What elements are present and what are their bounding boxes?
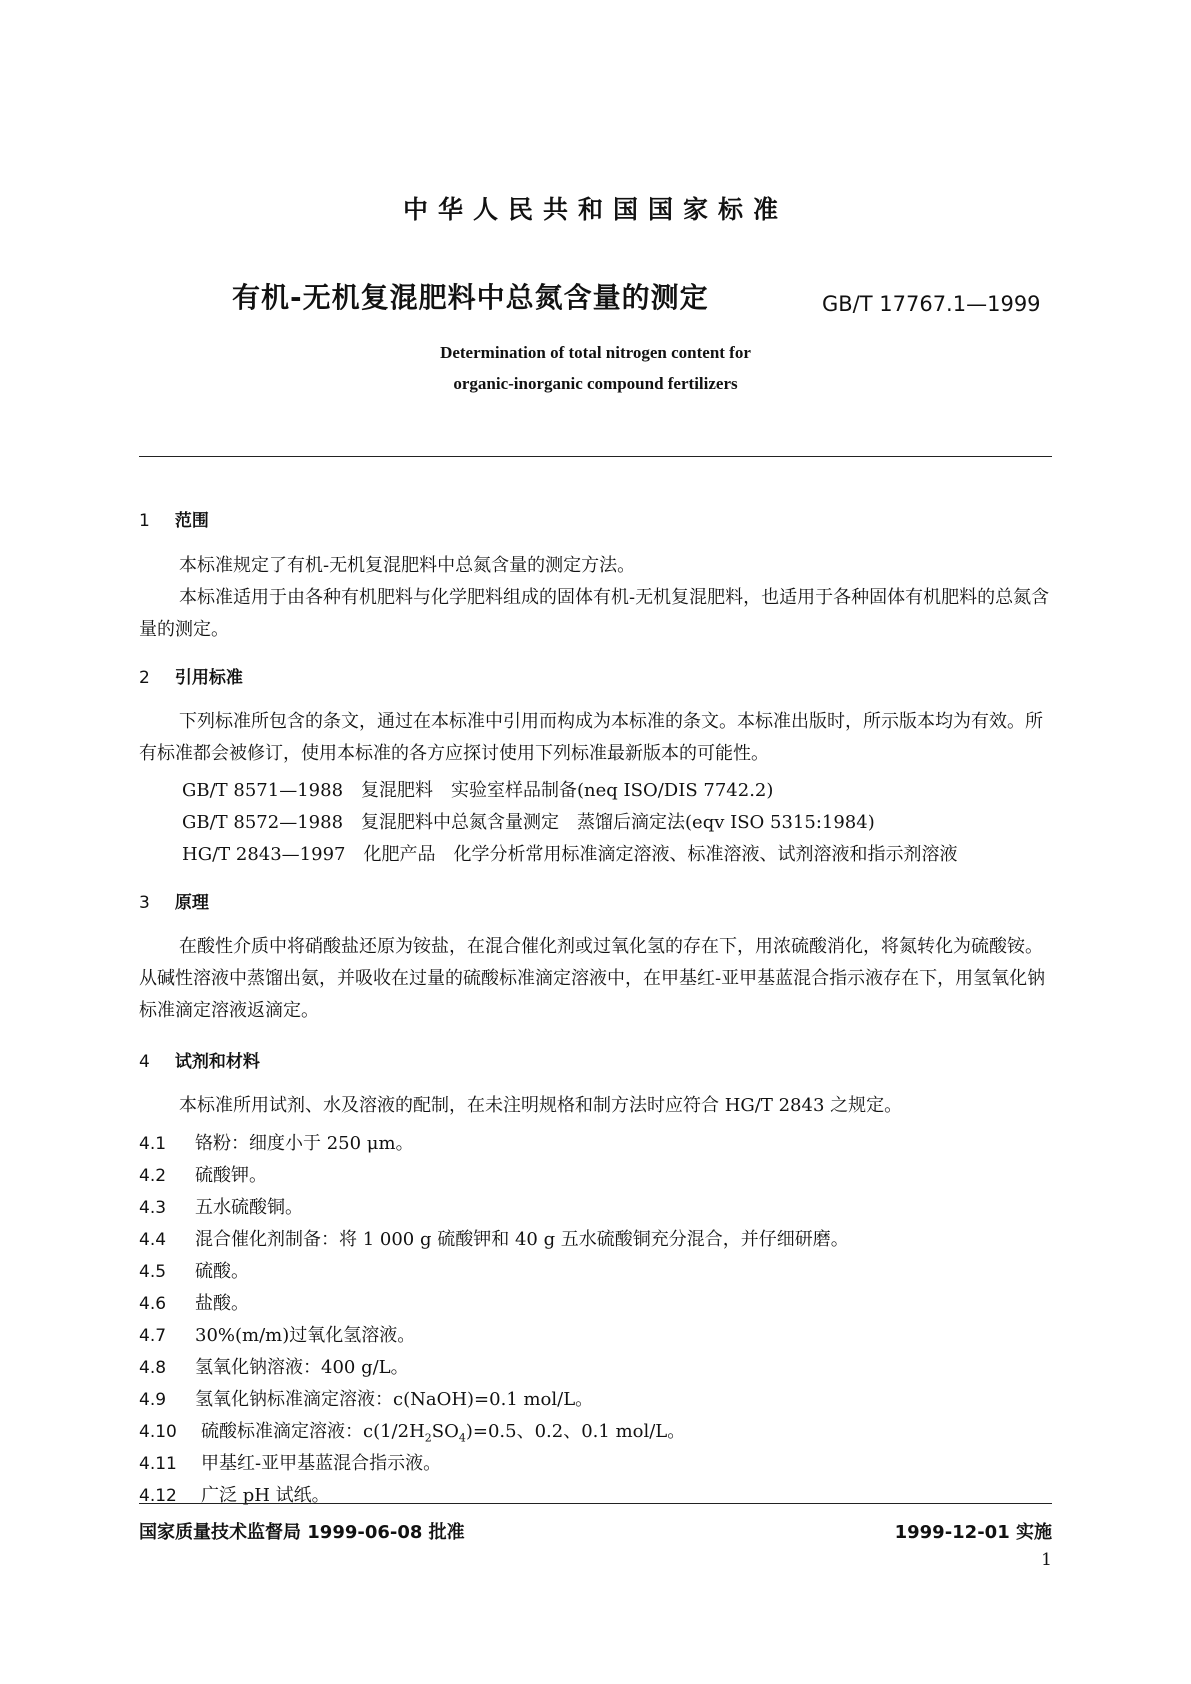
footer-divider: [139, 1503, 1052, 1504]
item-text: 五水硫酸铜。: [195, 1197, 303, 1218]
item-text-part: SO: [431, 1421, 459, 1442]
section-title: 原理: [174, 893, 209, 913]
section-number: 3: [139, 893, 150, 913]
list-item: [139, 1129, 414, 1155]
list-item: [139, 1257, 249, 1283]
item-text: 硫酸。: [195, 1261, 249, 1282]
subscript: 2: [424, 1431, 432, 1445]
section-title: 试剂和材料: [174, 1052, 260, 1072]
list-item: [139, 1161, 267, 1187]
list-item: [139, 1193, 303, 1219]
item-text: 铬粉：细度小于 250 μm。: [195, 1133, 414, 1154]
item-text: 30%(m/m)过氧化氢溶液。: [195, 1325, 416, 1346]
section-number: 2: [139, 668, 150, 688]
item-number: 4.2: [139, 1166, 167, 1186]
item-number: 4.5: [139, 1262, 167, 1282]
section-4-heading: [139, 1047, 260, 1072]
item-text: 硫酸钾。: [195, 1165, 267, 1186]
org-title: 中华人民共和国国家标准: [402, 195, 788, 224]
list-item: [139, 1385, 593, 1411]
standard-number: GB/T 17767.1—1999: [822, 292, 1041, 316]
item-number: 4.9: [139, 1390, 167, 1410]
list-item: [139, 1289, 249, 1315]
standard-title-cn: 有机-无机复混肥料中总氮含量的测定: [232, 281, 709, 314]
item-number: 4.4: [139, 1230, 167, 1250]
item-number: 4.1: [139, 1134, 167, 1154]
reference-standard: HG/T 2843—1997 化肥产品 化学分析常用标准滴定溶液、标准溶液、试剂溶液和指示剂溶液: [182, 844, 958, 865]
item-text-part: )=0.5、0.2、0.1 mol/L。: [465, 1421, 686, 1442]
item-number: 4.11: [139, 1454, 177, 1474]
section-title: 范围: [174, 511, 209, 531]
section-number: 1: [139, 511, 150, 531]
section-title: 引用标准: [174, 668, 243, 688]
item-text: 氢氧化钠溶液：400 g/L。: [195, 1357, 409, 1378]
item-text: 甲基红-亚甲基蓝混合指示液。: [201, 1453, 442, 1474]
item-number: 4.8: [139, 1358, 167, 1378]
list-item: [139, 1353, 409, 1379]
effective-date: 1999-12-01 实施: [894, 1522, 1052, 1543]
item-text: 氢氧化钠标准滴定溶液：c(NaOH)=0.1 mol/L。: [195, 1389, 594, 1410]
item-number: 4.6: [139, 1294, 167, 1314]
reference-standard: GB/T 8571—1988 复混肥料 实验室样品制备(neq ISO/DIS 7742.2): [182, 780, 774, 801]
header-divider: [139, 456, 1052, 457]
item-text: 广泛 pH 试纸。: [201, 1485, 330, 1506]
section-3-paragraph-1: 在酸性介质中将硝酸盐还原为铵盐，在混合催化剂或过氧化氢的存在下，用浓硫酸消化，将氮转化为硫酸铵。从碱性溶液中蒸馏出氨，并吸收在过量的硫酸标准滴定溶液中，在甲基红-亚甲基蓝混合指示液存在下，用氢氧化钠标准滴定溶液返滴定。: [139, 936, 1046, 1021]
item-number: 4.3: [139, 1198, 167, 1218]
reference-standard: GB/T 8572—1988 复混肥料中总氮含量测定 蒸馏后滴定法(eqv ISO 5315:1984): [182, 812, 875, 833]
section-2-heading: [139, 663, 243, 688]
section-number: 4: [139, 1052, 150, 1072]
section-1-heading: [139, 506, 209, 531]
subscript: 4: [458, 1431, 466, 1445]
section-4-paragraph-1: 本标准所用试剂、水及溶液的配制，在未注明规格和制方法时应符合 HG/T 2843 之规定。: [179, 1095, 903, 1116]
item-number: 4.10: [139, 1422, 177, 1442]
section-3-heading: [139, 888, 209, 913]
approval-statement: 国家质量技术监督局 1999-06-08 批准: [139, 1522, 465, 1543]
section-2-paragraph-1: 下列标准所包含的条文，通过在本标准中引用而构成为本标准的条文。本标准出版时，所示版本均为有效。所有标准都会被修订，使用本标准的各方应探讨使用下列标准最新版本的可能性。: [139, 711, 1043, 764]
section-1-paragraph-2: 本标准适用于由各种有机肥料与化学肥料组成的固体有机-无机复混肥料，也适用于各种固体有机肥料的总氮含量的测定。: [139, 587, 1050, 640]
standard-title-en-line2: organic-inorganic compound fertilizers: [453, 374, 738, 393]
item-number: 4.7: [139, 1326, 167, 1346]
standard-title-en-line1: Determination of total nitrogen content for: [440, 343, 751, 362]
item-number: 4.12: [139, 1486, 177, 1506]
list-item: [139, 1449, 441, 1475]
page-number: 1: [1041, 1550, 1052, 1570]
list-item: [139, 1225, 849, 1251]
item-text-part: 硫酸标准滴定溶液：c(1/2H: [201, 1421, 425, 1442]
list-item: [139, 1321, 415, 1347]
item-text: 盐酸。: [195, 1293, 249, 1314]
section-1-paragraph-1: 本标准规定了有机-无机复混肥料中总氮含量的测定方法。: [179, 555, 636, 576]
item-text: 混合催化剂制备：将 1 000 g 硫酸钾和 40 g 五水硫酸铜充分混合，并仔细研磨。: [195, 1229, 849, 1250]
list-item: [139, 1417, 685, 1445]
